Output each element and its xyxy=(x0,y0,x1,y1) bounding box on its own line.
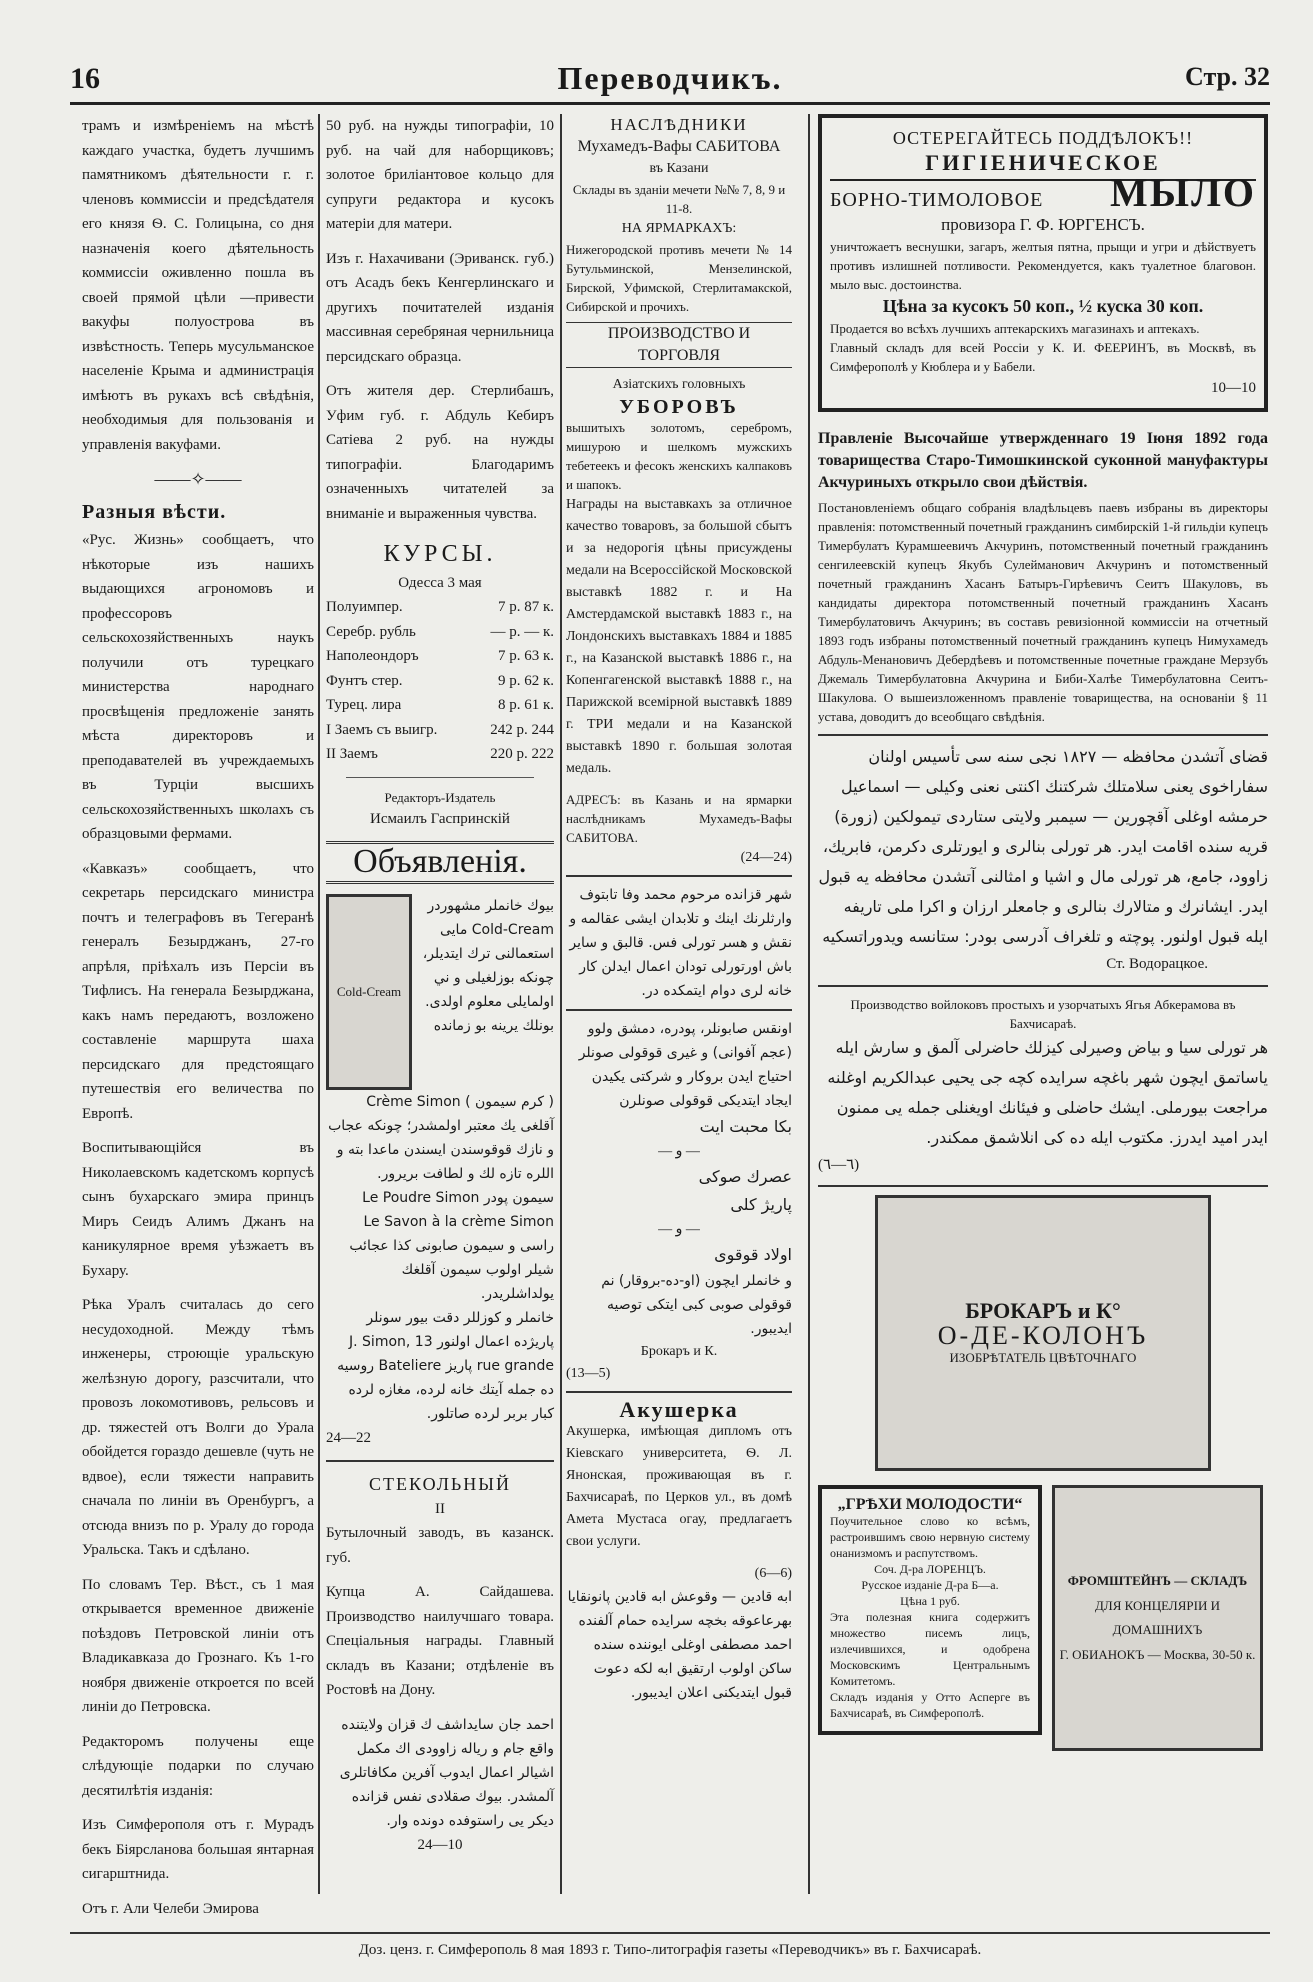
column-rule xyxy=(318,114,320,1894)
exchange-rate-name: II Заемъ xyxy=(326,746,378,762)
soap-number: 10—10 xyxy=(1211,379,1256,396)
cream-jar-illustration xyxy=(326,894,412,1090)
grehi-ad xyxy=(818,1485,1042,1735)
page-label: Стр. 32 xyxy=(1185,62,1270,91)
board-title: Правленіе Высочайше утвержденнаго 19 Іюня 1892 года товарищества Старо-Тимошкинской суконной мануфактуры Акчуриныхъ открыло свои дѣйствія. xyxy=(818,430,1268,491)
exchange-rate-name: Серебр. рубль xyxy=(326,623,416,640)
grehi-title: „ГРѢХИ МОЛОДОСТИ“ xyxy=(837,1496,1023,1513)
brocard-cologne-illustration xyxy=(875,1195,1211,1471)
exchange-rate-name: Полуимпер. xyxy=(326,599,403,615)
newspaper-title: Переводчикъ. xyxy=(557,60,783,96)
section-heading-news: Разныя вѣсти. xyxy=(82,500,227,523)
exchange-rate-value: 242 р. 244 xyxy=(490,721,554,738)
exchange-rates-list xyxy=(326,595,554,767)
exchange-rate-row xyxy=(326,693,554,718)
production-ubory: УБОРОВЪ xyxy=(619,396,739,418)
glass-factory-title: СТЕКОЛЬНЫЙ xyxy=(369,1474,511,1494)
midwife-number: (6—6) xyxy=(754,1566,792,1581)
insurance-station: Ст. Водорацкое. xyxy=(1106,956,1208,972)
exchange-rate-name: Фунтъ стер. xyxy=(326,672,403,689)
article-vakuf-end: трамъ и измѣреніемъ на мѣстѣ каждаго участка, будетъ лучшимъ памятникомъ дѣятельности г. г. членовъ коммиссіи и предсѣдателя его князя Ѳ. С. Голицына, со дня назначенія коего дѣятельность коммиссіи оживленно пошла въ своей прямой цѣли —привести вакуфы полуострова въ извѣстность. Теперь мусульманское населеніе Крыма и администрація имѣютъ въ рукахъ всѣ свѣдѣнія, необходимыя для пользованія и управленія вакуфами. xyxy=(82,118,314,453)
exchange-rate-name: Наполеондоръ xyxy=(326,648,419,664)
exchange-rate-row xyxy=(326,742,554,767)
exchange-rate-value: 9 р. 62 к. xyxy=(497,672,554,689)
heirs-city: въ Казани xyxy=(649,161,709,176)
news-item-kavkaz: «Кавказъ» сообщаетъ, что секретарь персидскаго министра почтъ и телеграфовъ въ Тегеранѣ генералъ Безырджанъ, 27-го апрѣля, пріѣхалъ изъ Персіи въ Тифлисъ. На генерала Безырджана, какъ намъ передаютъ, возложено составленіе маршрута шаха персидскаго для предстоящаго путешествія его величества по Европѣ. xyxy=(82,860,314,1122)
exchange-subtitle: Одесса 3 мая xyxy=(398,574,482,591)
midwife-title: Акушерка xyxy=(619,1397,739,1422)
brokar-number: (13—5) xyxy=(566,1366,611,1381)
frame-label: ФРОМШТЕЙНЪ — СКЛАДЪ xyxy=(1067,1573,1248,1588)
frame-ad-illustration xyxy=(1052,1485,1263,1751)
soap-sale: Продается во всѣхъ лучшихъ аптекарскихъ магазинахъ и аптекахъ. xyxy=(830,320,1200,336)
cream-ad-text-2: آقلغى يك معتبر اولمشدر؛ چونكه عجاب و نازك قوقوسندن ايسندن ماعدا بته و اللره تازه لك و لطافت بريرور. xyxy=(328,1117,554,1182)
poudre-simon: سيمون پودر Le Poudre Simon xyxy=(362,1189,554,1206)
news-item-gifts: Редакторомъ получены еще слѣдующіе подарки по случаю десятилѣтія изданія: xyxy=(82,1733,314,1799)
glass-factory-ii: II xyxy=(435,1500,445,1517)
heirs-title: НАСЛѢДНИКИ xyxy=(610,115,748,134)
felt-title: Производство войлоковъ простыхъ и узорчатыхъ Ягья Абкерамова въ Бахчисараѣ. xyxy=(850,996,1236,1031)
brokar-item-4: اولاد قوقوى xyxy=(714,1245,792,1264)
column-3 xyxy=(566,114,792,1705)
cream-ad-text-3: خانملر و كوزللر دقت بيور سونلر پاريژده اعمال اولنور J. Simon, 13 rue grande پاريز Bateliere روسيه ده جمله آيتك خانه لرده، مغازه لرده كبار بربر لرده صاتلور. xyxy=(337,1309,554,1422)
soap-mylo: МЫЛО xyxy=(1110,170,1256,215)
exchange-rate-row xyxy=(326,620,554,645)
production-title: ПРОИЗВОДСТВО И ТОРГОВЛЯ xyxy=(566,322,792,368)
brokar-dash-1: — و — xyxy=(658,1144,700,1159)
gift-emirov: 50 руб. на нужды типографіи, 10 руб. на чай для наборщиковъ; золотое бриліантовое кольцо для супруги редактора и кусокъ матеріи для матери. xyxy=(326,118,554,232)
frame-text: Г. ОБИАНОКЪ — Москва, 30-50 к. xyxy=(1059,1646,1256,1662)
exchange-rate-value: 7 р. 87 к. xyxy=(497,599,554,615)
gift-sterlibash: Отъ жителя дер. Стерлибашъ, Уфим губ. г. Абдуль Кебиръ Сатіева 2 руб. на нужды типографіи. Благодаримъ означенныхъ читателей за вниманіе и выраженныя чувства. xyxy=(326,383,554,522)
midwife-arabic: ابه قادين — وقوعش ابه قادين پانونقايا بهرعاعوقه بخچه سرايده حمام آلفنده احمد مصطفى اوغلى ايوننده سنده ساكن اولوب ارتقيق ابه لكه دعوت قبول ايتديكنى اعلان ايديبور. xyxy=(567,1589,792,1701)
soap-hygienic: ГИГІЕНИЧЕСКОЕ xyxy=(925,149,1161,175)
heirs-contact: АДРЕСЪ: въ Казань и на ярмарки наслѣдникамъ Мухамедъ-Вафы САБИТОВА. xyxy=(566,792,792,845)
fairs-heading: НА ЯРМАРКАХЪ: xyxy=(621,221,737,236)
exchange-rate-value: — р. — к. xyxy=(490,623,554,640)
news-item-bukhara: Воспитывающійся въ Николаевскомъ кадетскомъ корпусѣ сынъ бухарскаго эмира принцъ Миръ Сеидъ Алимъ Джанъ на каникулярное время уѣзжаетъ въ Бухару. xyxy=(82,1140,314,1279)
brokar-item-3: پاريژ كلى xyxy=(730,1195,792,1214)
brokar-arabic-end: و خانملر ايچون (او-ده-بروقار) نم قوقولى صوبى كبى ايتكى توصيه ايديبور. xyxy=(601,1273,792,1337)
column-1 xyxy=(82,114,314,1931)
exchange-rate-name: I Заемъ съ выигр. xyxy=(326,721,438,738)
cream-simon: ( كرم سيمون ) Crème Simon xyxy=(366,1093,554,1110)
news-item-railway: По словамъ Тер. Вѣст., съ 1 мая открывается временное движеніе поѣздовъ Петровской линіи отъ Владикавказа до Грознаго. Къ 1-го ноября движеніе откроется по всей линіи до Петровска. xyxy=(82,1576,314,1715)
awards-text: Награды на выставкахъ за отличное качество товаровъ, за большой сбытъ и за недорогія цѣны присуждены медали на Всероссійской Московской выставкѣ 1882 г. и На Амстердамской выставкѣ 1883 г., на Лондонскихъ выставкахъ 1884 и 1885 г., на Казанской выставкѣ 1886 г., на Копенгагенской выставкѣ 1888 г., на Парижской всемірной выставкѣ 1889 г. ТРИ медали и на Казанской выставкѣ 1890 г. большая золотая медаль. xyxy=(566,497,793,776)
felt-arabic: هر تورلى سيا و بياض وصيرلى كيزلك حاضرلى آلمق و سارش ايله ياساتمق ايچون شهر باغچه سرايده كچه جى يحيى عبدالكريم اوغلنه مراجعت بيورملى. ايشك حاضلى و فيئانك اويغنلى جمله يى ممنون ايدر اميد ايدرز. مكتوب ايله ده كى انلاشمق ممكندر. xyxy=(827,1037,1268,1147)
grehi-text: Поучительное слово ко всѣмъ, растроившимъ свою нервную систему онанизмомъ и распутствомъ. xyxy=(830,1514,1030,1560)
exchange-rate-value: 220 р. 222 xyxy=(490,746,554,762)
soap-borno: БОРНО-ТИМОЛОВОЕ xyxy=(830,189,1044,211)
exchange-rate-name: Турец. лира xyxy=(326,697,402,713)
news-item-simferopol-gift: Изъ Симферополя отъ г. Мурадъ бекъ Біярсланова большая янтарная сигарштнида. xyxy=(82,1817,314,1882)
brokar-dash-2: — و — xyxy=(658,1222,700,1237)
brocard-sub: ИЗОБРѢТАТЕЛЬ ЦВѢТОЧНАГО xyxy=(949,1350,1137,1365)
header-rule xyxy=(70,102,1270,105)
board-text: Постановленіемъ общаго собранія владѣльцевъ паевъ избраны въ директоры правленія: потомственный почетный гражданинъ симбирскій 1-й гильдіи купецъ Тимербулатъ Курамшеевичъ Акчуринъ, потомственный почетный гражданинъ сенгилеевскій купецъ Якубъ Сулейманович Акчуринъ и потомственный почетный гражданинъ Хасанъ Батыръ-Гирѣевичъ Сеитъ Шакуловъ, въ кандидаты директора потомственный почетный гражданинъ Хасанъ Тимербулатовичъ Акчуринъ; въ составъ ревизіонной коммиссіи на отчетный 1893 годъ избраны потомственный почетный гражданинъ купецъ Нимухамедъ Абдуль-Менановичъ Дебердѣевъ и потомственные почетные граждане Мерзубъ Джемаль Тимербулатовна Акчурина и Биби-Халѣе Тимербулатовна Сеитъ-Шакулова. О вышеизложенномъ правленіе товарищества, на основаніи § 11 устава, доводитъ до всеобщаго свѣдѣнія. xyxy=(818,500,1268,724)
brokar-signature: Брокаръ и К. xyxy=(640,1344,718,1359)
gift-nakhichevan: Изъ г. Нахачивани (Эриванск. губ.) отъ Асадъ бекъ Кенгерлинскаго и другихъ почитателей изданія массивная серебряная чернильница персидскаго образца. xyxy=(326,250,554,365)
soap-ad xyxy=(818,114,1268,412)
page-header xyxy=(70,58,1270,98)
ads-title: Объявленія. xyxy=(326,841,554,884)
page-number: 16 xyxy=(70,62,100,95)
brocard-label: БРОКАРЪ и К° xyxy=(965,1298,1121,1323)
grehi-text-2: Эта полезная книга содержитъ множество писемъ лицъ, излечившихся, и одобрена Московскимъ Центральнымъ Комитетомъ. xyxy=(830,1610,1030,1688)
grehi-depot: Складъ изданія у Отто Асперге въ Бахчисараѣ, въ Симферополѣ. xyxy=(830,1690,1030,1720)
exchange-rate-row xyxy=(326,644,554,669)
news-item-emirov: Отъ г. Али Челеби Эмирова xyxy=(82,1900,259,1917)
heirs-address: Склады въ зданіи мечети №№ 7, 8, 9 и 11-8. xyxy=(572,182,786,216)
exchange-rate-value: 7 р. 63 к. xyxy=(497,648,554,664)
imprint-footer: Доз. ценз. г. Симферополь 8 мая 1893 г. Типо-литографія газеты «Переводчикъ» въ г. Бахчисараѣ. xyxy=(358,1942,982,1958)
footer-rule xyxy=(70,1932,1270,1934)
felt-number: (٦—٦) xyxy=(818,1156,860,1173)
cream-jar-label: Cold-Cream xyxy=(336,984,402,999)
column-rule xyxy=(560,114,562,1894)
soap-text: уничтожаетъ веснушки, загаръ, желтыя пятна, прыщи и угри и дѣйствуетъ противъ излишней потливости. Рекомендуется, какъ туалетное благовон. мыло выс. достоинства. xyxy=(830,239,1256,292)
grehi-edition: Русское изданіе Д-ра Б—а. xyxy=(861,1578,999,1592)
cream-ad-text-1: بيوك خانملر مشهوردر Cold-Cream مايى استعمالنى ترك ايتديلر، چونكه بوزلغيلى و ني اولمايلى معلوم اولدى. بونلك يرينه بو زمانده xyxy=(422,897,554,1034)
glass-factory-arabic: احمد جان سايداشف ك قزان ولايتنده واقع جام و رياله زاوودى اك مكمل اشيالر اعمال ايدوب آفرين مكافاتلرى آلمشدر. بيوك صقلادى نفس قزانده ديكر يى راستوفده دونده وار. xyxy=(339,1716,554,1829)
editor-label: Редакторъ-Издатель xyxy=(384,789,496,805)
soap-provisor: провизора Г. Ф. ЮРГЕНСЪ. xyxy=(941,214,1145,234)
editor-name: Исмаилъ Гаспринскій xyxy=(370,810,510,827)
soap-price: Цѣна за кусокъ 50 коп., ½ куска 30 коп. xyxy=(882,296,1204,316)
soap-depot: Главный складъ для всей Россіи у К. И. ФЕЕРИНЪ, въ Москвѣ, въ Симферополѣ у Кюблера и у Бабели. xyxy=(830,339,1256,374)
brokar-arabic-intro: اونقس صابونلر، پودره، دمشق ولوو (عجم آفوانى) و غيرى قوقولى صونلر احتياج ايدن بروكار و شركتى يكيدن ايجاد ايتديكى قوقولى صونلرن xyxy=(578,1021,792,1109)
brokar-item-1: بكا محبت ايت xyxy=(699,1117,792,1136)
news-item-ural: Рѣка Уралъ считалась до сего несудоходной. Между тѣмъ инженеры, строющіе уральскую желѣзную дорогу, разсчитали, что провозъ локомотивовъ, рельсовъ и др. тяжестей отъ Волги до Урала обойдется гораздо дешевле (чуть не вдвое), если тяжести направить сначала по линіи въ Оренбургъ, а отсюда внизъ по р. Уралу до города Уральска. Такъ и сдѣлано. xyxy=(82,1297,314,1558)
production-subtitle: Азіатскихъ головныхъ xyxy=(612,377,746,392)
frame-sub: ДЛЯ КОНЦЕЛЯРІИ И ДОМАШНИХЪ xyxy=(1095,1597,1220,1637)
cream-ad-number: 24—22 xyxy=(326,1429,371,1446)
heirs-arabic: شهر قزانده مرحوم محمد وفا تابتوف وارثلرنك اينك و تلابدان ايشى عقالمه و نقش و هسر تورلى فس. قالبق و ساير باش اورتورلى تودان اعمال ايدلن كار خانه لرى دوام ايتمكده در. xyxy=(569,887,792,999)
news-item-russ-zhizn: «Рус. Жизнь» сообщаетъ, что нѣкоторые изъ нашихъ выдающихся агрономовъ и профессоровъ сельскохозяйственныхъ наукъ получили отъ турецкаго министерства народнаго просвѣщенія предложеніе занять мѣста директоровъ и преподавателей въ учреждаемыхъ въ Турціи высшихъ сельскохозяйственныхъ школахъ съ образцовыми фермами. xyxy=(82,532,314,842)
exchange-rate-row xyxy=(326,669,554,694)
grehi-price: Цѣна 1 руб. xyxy=(900,1594,960,1608)
production-text: вышитыхъ золотомъ, серебромъ, мишурою и шелкомъ мужскихъ тебетеекъ и фесокъ женскихъ калпаковъ и шапокъ. xyxy=(566,420,792,492)
column-4 xyxy=(818,114,1268,1751)
glass-factory-text: Купца А. Сайдашева. Производство наилучшаго товара. Спеціальныя награды. Главный складъ въ Казани; отдѣленіе въ Ростовѣ на Дону. xyxy=(326,1584,554,1698)
glass-factory-number: 24—10 xyxy=(417,1836,463,1853)
midwife-text: Акушерка, имѣющая дипломъ отъ Кіевскаго университета, Ѳ. Л. Янонская, проживающая въ г. Бахчисараѣ, по Церков ул., въ домѣ Амета Мустаса огау, предлагаетъ свои услуги. xyxy=(566,1424,792,1549)
exchange-rate-row xyxy=(326,718,554,743)
insurance-arabic: قضاى آتشدن محافظه — ١٨٢٧ نجى سنه سى تأسيس اولنان سفاراخوى يعنى سلامتلك شركتنك اكنتى نعنى وكيلى — اسماعيل حرمشه اوغلى آقچورين — سيمبر ولايتى ستاردى تيمولكين (زورة) قريه سنده اقامت ايدر. هر تورلى بنالرى و ايورتلرى دكرمن، فابريك، زاوود، جامع، هر تورلى مال و اشيا و امثالنى آتشدن محافظه يه قبول ايدر. ايشانرك و متالارك بنالرى و جامعلر ارزان و اكرا ملى تاريفه ايله قبول اولنور. پوچته و تلغراف آدرسى بودر: ستانسه ويدوراتسكيه xyxy=(818,747,1268,946)
soap-warning: ОСТЕРЕГАЙТЕСЬ ПОДДѢЛОКЪ!! xyxy=(892,128,1194,148)
column-rule xyxy=(808,114,810,1894)
grehi-author: Соч. Д-ра ЛОРЕНЦЪ. xyxy=(874,1562,986,1576)
exchange-title: КУРСЫ. xyxy=(383,541,497,567)
heirs-number: (24—24) xyxy=(740,850,792,865)
ornament-divider: ——✧—— xyxy=(154,469,242,489)
glass-factory-sub: Бутылочный заводъ, въ казанск. губ. xyxy=(326,1525,554,1566)
brocard-product: О-ДЕ-КОЛОНЪ xyxy=(937,1320,1149,1350)
savon-simon: Le Savon à la crème Simon راسى و سيمون صابونى كذا عجائب شيلر اولوب سيمون آقلغك يولداشلريدر. xyxy=(349,1213,554,1302)
brokar-item-2: عصرك صوكى xyxy=(698,1167,792,1186)
exchange-rate-value: 8 р. 61 к. xyxy=(497,697,554,713)
heirs-name: Мухамедъ-Вафы САБИТОВА xyxy=(577,138,781,155)
fairs-text: Нижегородской противъ мечети № 14 Бутульминской, Мензелинской, Бирской, Уфимской, Стерлитамакской, Сибирской и прочихъ. xyxy=(566,242,792,314)
column-2 xyxy=(326,114,554,1857)
exchange-rate-row xyxy=(326,595,554,620)
